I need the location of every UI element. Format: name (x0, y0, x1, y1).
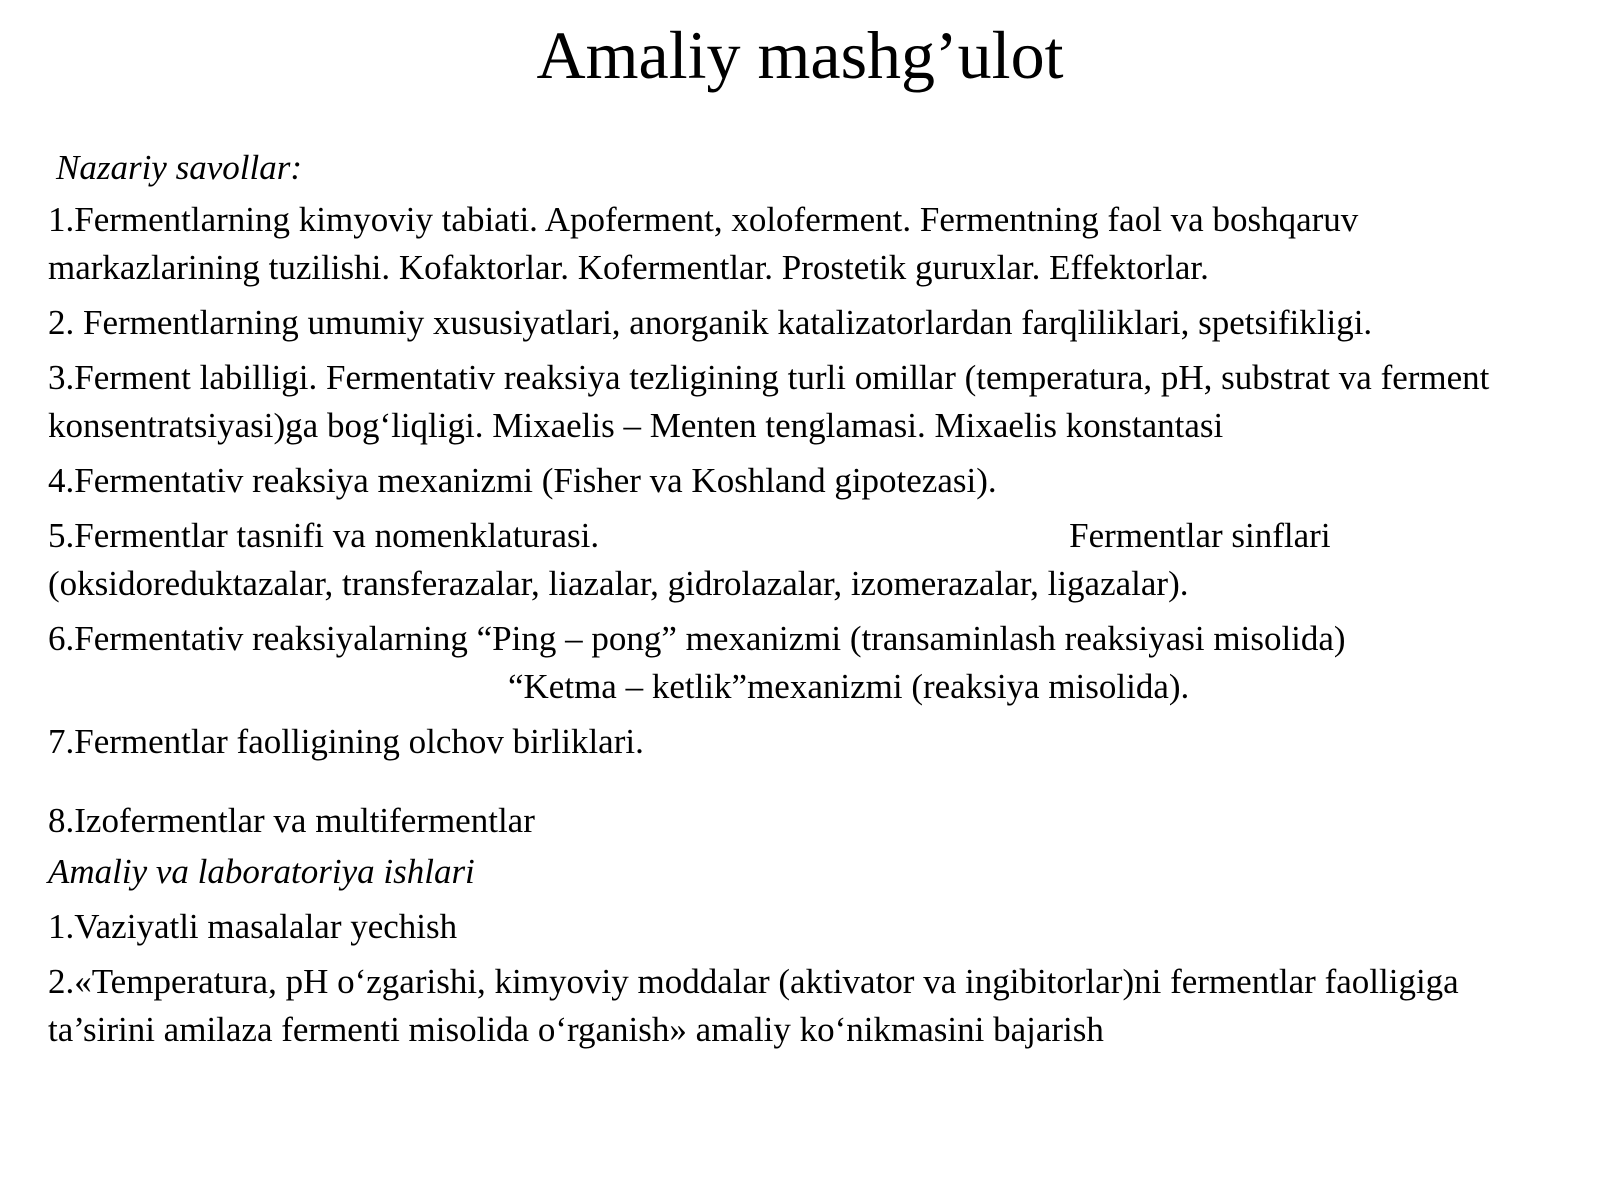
theory-item-5-part2: Fermentlar sinflari (oksidoreduktazalar, transferazalar, liazalar, gidrolazalar, izomerazalar, ligazalar). (48, 516, 1331, 603)
practical-item-1: 1.Vaziyatli masalalar yechish (48, 907, 458, 946)
theory-item-2: 2. Fermentlarning umumiy xususiyatlari, anorganik katalizatorlardan farqliliklari, spetsifikligi. (48, 303, 1373, 342)
practical-heading: Amaliy va laboratoriya ishlari (48, 852, 475, 891)
theory-item-1: 1.Fermentlarning kimyoviy tabiati. Apoferment, xoloferment. Fermentning faol va boshqaruv markazlarining tuzilishi. Kofaktorlar. Kofermentlar. Prostetik guruxlar. Effektorlar. (48, 200, 1359, 287)
theory-item-6 (48, 615, 1563, 711)
theory-item-7: 7.Fermentlar faolligining olchov birliklari. (48, 722, 644, 761)
slide-title: Amaliy mashg’ulot (536, 17, 1064, 93)
theory-heading: Nazariy savollar: (56, 148, 302, 187)
theory-item-6-line1: 6.Fermentativ reaksiyalarning “Ping – pong” mexanizmi (transaminlash reaksiyasi misolida) (48, 619, 1346, 658)
theory-item-4: 4.Fermentativ reaksiya mexanizmi (Fisher va Koshland gipotezasi). (48, 461, 997, 500)
theory-item-5 (48, 512, 1563, 608)
practical-item-2: 2.«Temperatura, pH o‘zgarishi, kimyoviy moddalar (aktivator va ingibitorlar)ni fermentlar faolligiga ta’sirini amilaza fermenti misolida o‘rganish» amaliy ko‘nikmasini bajarish (48, 962, 1459, 1049)
theory-item-3: 3.Ferment labilligi. Fermentativ reaksiya tezligining turli omillar (temperatura, pH, substrat va ferment konsentratsiyasi)ga bog‘liqligi. Mixaelis – Menten tenglamasi. Mixaelis konstantasi (48, 358, 1490, 445)
theory-item-8: 8.Izofermentlar va multifermentlar (48, 801, 535, 840)
slide-body (48, 144, 1563, 1054)
theory-item-6-line2: “Ketma – ketlik”mexanizmi (reaksiya misolida). (508, 667, 1190, 706)
theory-item-5-part1: 5.Fermentlar tasnifi va nomenklaturasi. (48, 516, 600, 555)
